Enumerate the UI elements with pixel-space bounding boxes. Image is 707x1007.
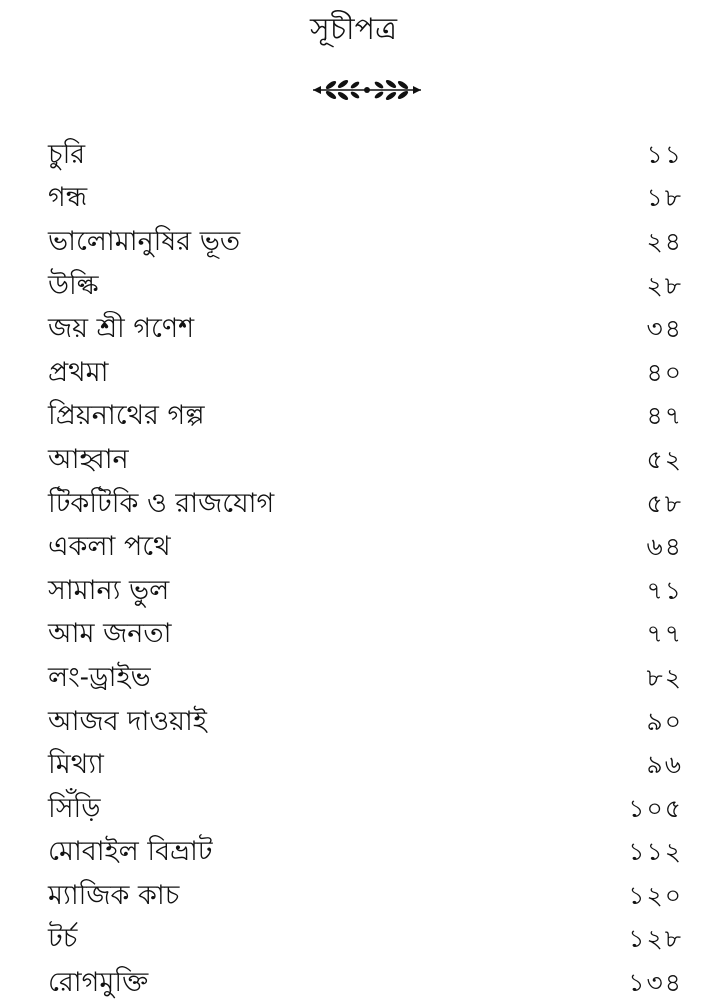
toc-entry [48,177,683,221]
toc-entry-title: সিঁড়ি [48,792,101,824]
table-of-contents [48,133,683,1005]
toc-entry-title: উল্কি [48,269,99,301]
toc-entry-title: লং-ড্রাইভ [48,661,151,693]
toc-entry-page: ১১ [646,139,683,169]
toc-entry-title: ভালোমানুষির ভূত [48,225,241,257]
toc-entry-title: আহ্বান [48,443,129,475]
floral-divider-icon [311,74,423,106]
toc-entry [48,961,683,1005]
toc-entry-title: আজব দাওয়াই [48,705,207,737]
toc-entry-title: সামান্য ভুল [48,574,170,606]
toc-entry-title: ম্যাজিক কাচ [48,879,180,911]
toc-entry [48,264,683,308]
toc-entry [48,395,683,439]
toc-entry-page: ৭১ [646,575,683,605]
toc-entry-page: ২৮ [646,270,683,300]
toc-entry [48,133,683,177]
toc-entry [48,831,683,875]
toc-entry [48,613,683,657]
toc-entry-page: ৭৭ [646,619,683,649]
toc-entry-page: ৩৪ [646,314,683,344]
toc-entry [48,874,683,918]
toc-entry-title: টর্চ [48,923,78,955]
toc-entry-title: আম জনতা [48,618,172,650]
toc-entry [48,569,683,613]
toc-entry [48,743,683,787]
toc-entry-page: ৯৬ [646,750,683,780]
toc-entry [48,700,683,744]
toc-entry-page: ১০৫ [628,793,683,823]
page-title: সূচীপত্র [310,12,397,47]
toc-entry-title: মিথ্যা [48,749,104,781]
toc-entry-page: ৪৭ [646,401,683,431]
toc-entry-page: ৪০ [646,357,683,387]
toc-entry-title: টিকটিকি ও রাজযোগ [48,487,275,519]
toc-entry-title: জয় শ্রী গণেশ [48,313,195,345]
toc-entry-page: ৫৮ [646,488,683,518]
toc-entry-page: ১২৮ [628,924,683,954]
toc-entry [48,482,683,526]
toc-entry-page: ১১২ [628,837,683,867]
toc-entry [48,351,683,395]
toc-entry-title: চুরি [48,138,86,170]
toc-entry-title: রোগমুক্তি [48,967,149,999]
toc-entry-title: প্রিয়নাথের গল্প [48,400,205,432]
toc-entry [48,656,683,700]
toc-entry-page: ৮২ [646,662,683,692]
toc-entry-title: মোবাইল বিভ্রাট [48,836,213,868]
toc-entry-page: ১২০ [628,880,683,910]
toc-entry-page: ৫২ [646,444,683,474]
toc-entry [48,525,683,569]
toc-entry-page: ৬৪ [646,532,683,562]
toc-entry [48,438,683,482]
toc-entry-page: ২৪ [646,226,683,256]
toc-entry-title: প্রথমা [48,356,109,388]
toc-entry-title: গন্ধ [48,182,88,214]
toc-entry [48,918,683,962]
toc-entry-page: ১৮ [646,183,683,213]
toc-entry-page: ১৩৪ [628,968,683,998]
toc-entry-page: ৯০ [646,706,683,736]
toc-entry [48,220,683,264]
toc-entry [48,307,683,351]
toc-entry [48,787,683,831]
toc-entry-title: একলা পথে [48,531,171,563]
